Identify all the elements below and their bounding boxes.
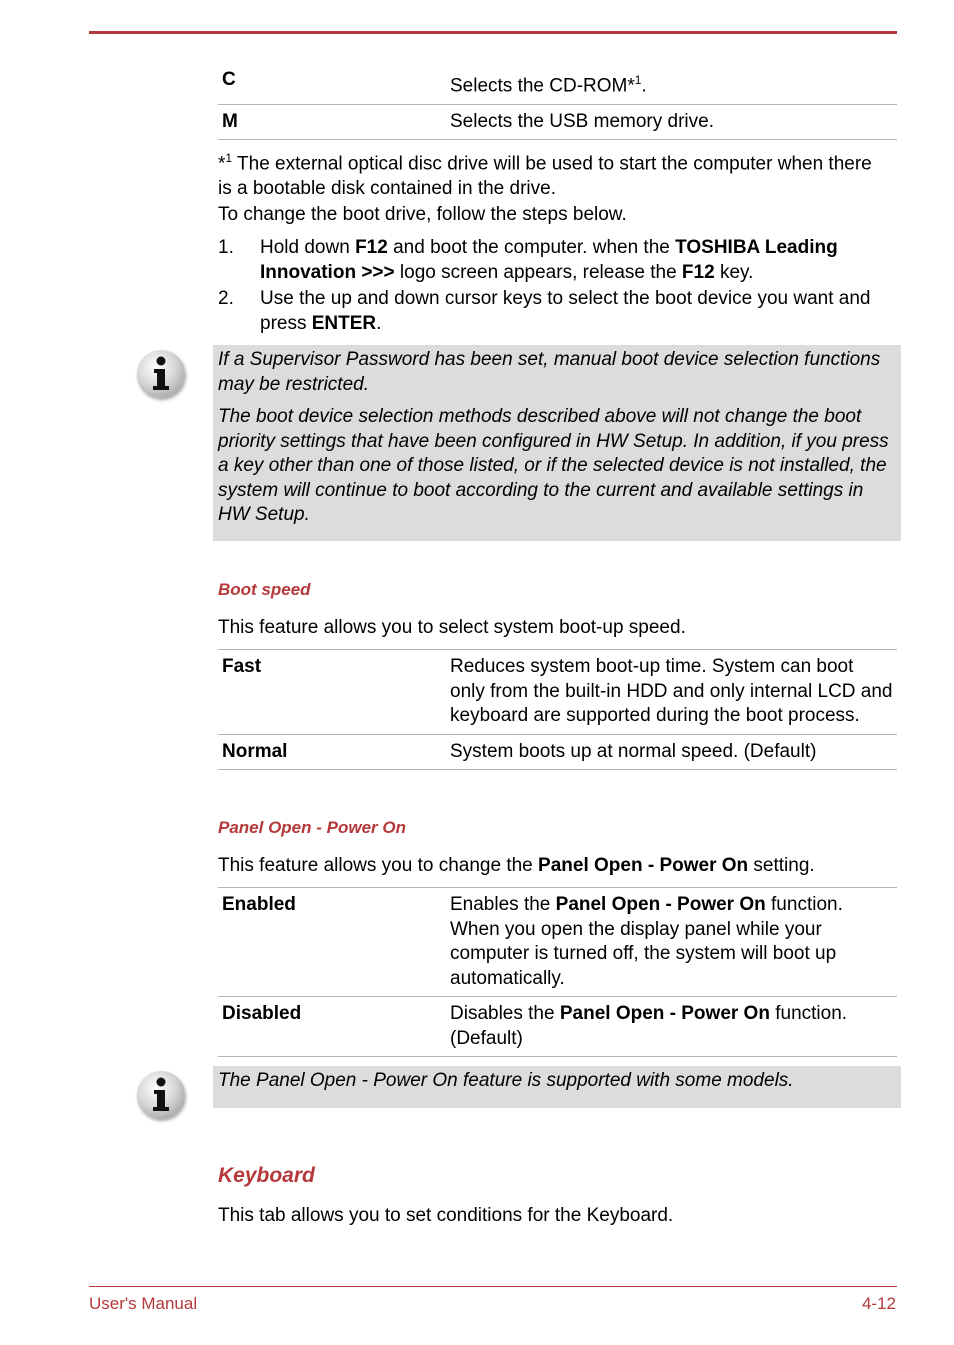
option-key: C: [218, 63, 442, 104]
note-text: The Panel Open - Power On feature is supported with some models.: [218, 1070, 794, 1091]
info-icon: [137, 1071, 185, 1119]
footer-rule: [89, 1286, 897, 1287]
list-item: 1. Hold down F12 and boot the computer. when the TOSHIBA Leading Innovation >>> logo screen appears, release the F12 key.: [218, 237, 838, 283]
table-row: [218, 104, 897, 140]
option-description: Selects the USB memory drive.: [442, 104, 897, 140]
option-description: Disables the Panel Open - Power On function. (Default): [442, 997, 897, 1057]
footer-title: User's Manual: [89, 1294, 198, 1313]
option-key: Fast: [218, 650, 442, 735]
section-intro: This feature allows you to change the Panel Open - Power On setting.: [218, 855, 815, 876]
panel-open-table: [218, 887, 897, 1057]
steps-list: [218, 236, 888, 338]
option-key: Disabled: [218, 997, 442, 1057]
option-description: System boots up at normal speed. (Default): [442, 734, 897, 770]
option-description: Selects the CD-ROM*$^1$.: [442, 63, 897, 104]
table-row: [218, 650, 897, 735]
option-description: Reduces system boot-up time. System can boot only from the built-in HDD and only internal LCD and keyboard are supported during the boot process.: [442, 650, 897, 735]
table-row: [218, 888, 897, 997]
header-rule: [89, 31, 897, 34]
table-row: [218, 734, 897, 770]
table-row: [218, 63, 897, 104]
section-heading: Keyboard: [218, 1164, 315, 1187]
section-intro: This tab allows you to set conditions for the Keyboard.: [218, 1205, 674, 1226]
section-intro: This feature allows you to select system boot-up speed.: [218, 617, 686, 638]
option-key: M: [218, 104, 442, 140]
section-heading: Boot speed: [218, 580, 311, 599]
boot-speed-table: [218, 649, 897, 770]
page-number: 4-12: [861, 1294, 896, 1313]
note-box: [213, 1066, 901, 1108]
section-heading: Panel Open - Power On: [218, 818, 406, 837]
boot-device-table: [218, 63, 897, 140]
change-boot-intro: To change the boot drive, follow the steps below.: [218, 204, 627, 225]
option-description: Enables the Panel Open - Power On function. When you open the display panel while your computer is turned off, the system will boot up automatically.: [442, 888, 897, 997]
footnote: *$^1$ The external optical disc drive will be used to start the computer when there is a bootable disk contained in the drive.: [218, 151, 872, 199]
option-key: Enabled: [218, 888, 442, 997]
option-key: Normal: [218, 734, 442, 770]
list-item: 2. Use the up and down cursor keys to select the boot device you want and press ENTER.: [218, 288, 871, 334]
info-icon: [137, 350, 185, 398]
note-text: The boot device selection methods described above will not change the boot priority settings that have been configured in HW Setup. In addition, if you press a key other than one of those listed, or if the selected device is not installed, the system will continue to boot according to the current and available settings in HW Setup.: [218, 406, 889, 525]
table-row: [218, 997, 897, 1057]
note-text: If a Supervisor Password has been set, manual boot device selection functions may be restricted.: [218, 349, 881, 395]
note-box: [213, 345, 901, 541]
